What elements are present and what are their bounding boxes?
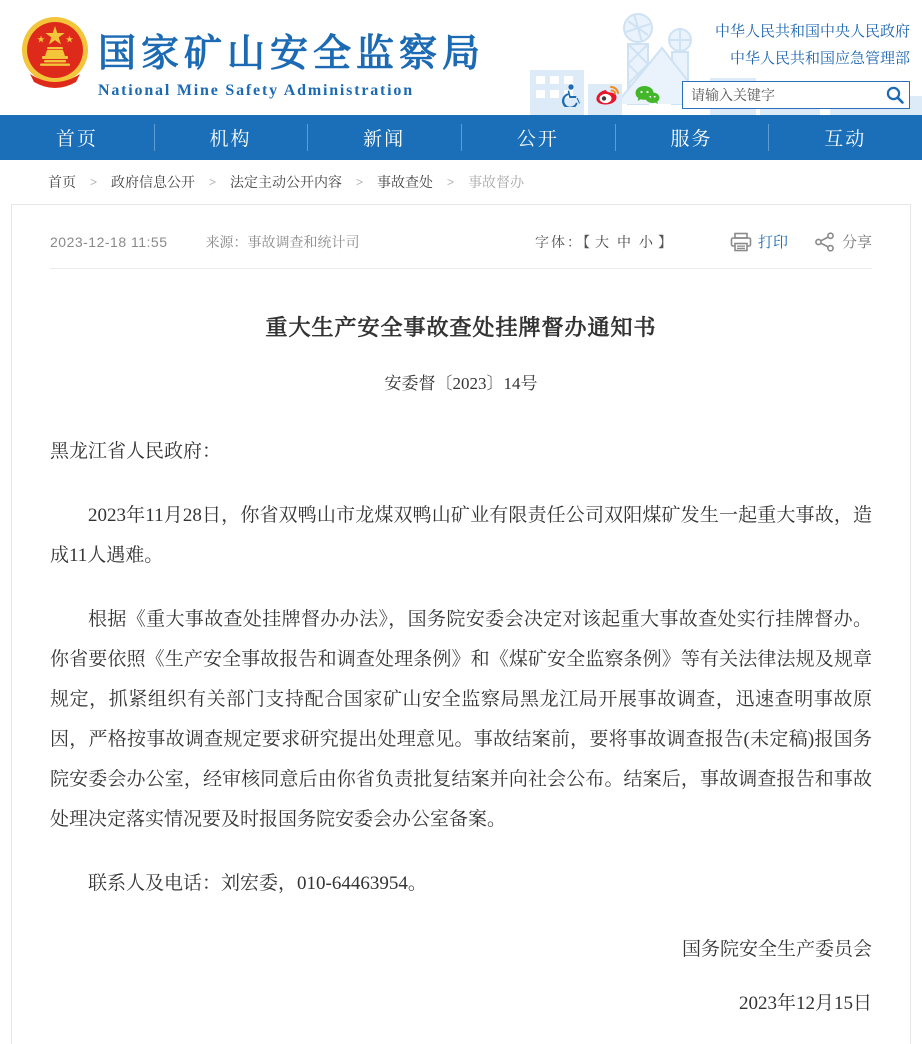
share-icon (814, 232, 836, 252)
search-icon[interactable] (880, 82, 909, 108)
print-label: 打印 (757, 234, 788, 251)
link-central-government[interactable]: 中华人民共和国中央人民政府 (714, 23, 910, 40)
breadcrumb-accident-investigation[interactable]: 事故查处 (377, 174, 434, 190)
document-number: 安委督〔2023〕14号 (384, 374, 538, 393)
wechat-icon[interactable] (634, 83, 661, 107)
signature-authority: 国务院安全生产委员会 (681, 939, 872, 960)
breadcrumb-statutory-disclosure[interactable]: 法定主动公开内容 (230, 174, 343, 190)
nav-item-news[interactable]: 新闻 (307, 115, 461, 160)
header-tools (558, 81, 910, 109)
nav-item-interact[interactable]: 互动 (768, 115, 922, 160)
font-bracket-open: 【 (582, 233, 592, 250)
salutation: 黑龙江省人民政府： (50, 441, 222, 462)
search-input[interactable] (683, 83, 880, 107)
paragraph-accident: 2023年11月28日，你省双鸭山市龙煤双鸭山矿业有限责任公司双阳煤矿发生一起重大事故，造成11人遇难。 (50, 505, 872, 566)
article-meta-row (50, 205, 872, 252)
breadcrumb-separator: > (356, 175, 364, 189)
meta-left (50, 232, 360, 252)
breadcrumb (0, 160, 922, 204)
printer-icon (730, 232, 752, 252)
main-nav (0, 115, 922, 160)
signature-date: 2023年12月15日 (738, 993, 872, 1014)
nav-item-open[interactable]: 公开 (461, 115, 615, 160)
publish-date: 2023-12-18 11:55 (50, 233, 168, 250)
breadcrumb-gov-info[interactable]: 政府信息公开 (111, 174, 196, 190)
article-body (50, 311, 872, 1024)
article-container (11, 204, 911, 1044)
link-emergency-ministry[interactable]: 中华人民共和国应急管理部 (729, 50, 910, 67)
print-button[interactable] (730, 231, 788, 252)
weibo-icon[interactable] (595, 83, 621, 107)
share-button[interactable] (814, 231, 872, 252)
font-size-small-button[interactable]: 小 (638, 233, 655, 250)
nav-item-home[interactable]: 首页 (55, 129, 98, 150)
site-title-cn: 国家矿山安全监察局 (98, 33, 486, 75)
nav-item-service[interactable]: 服务 (615, 115, 769, 160)
meta-divider (50, 268, 872, 269)
document-title: 重大生产安全事故查处挂牌督办通知书 (265, 315, 657, 340)
gov-links (558, 18, 910, 72)
site-logo[interactable] (20, 16, 485, 100)
source-label: 来源：事故调查和统计司 (205, 233, 360, 250)
meta-right (535, 231, 872, 252)
site-header (0, 0, 922, 115)
breadcrumb-home[interactable]: 首页 (48, 174, 76, 190)
national-emblem-icon (20, 16, 90, 88)
breadcrumb-separator: > (209, 175, 217, 189)
font-size-large-button[interactable]: 大 (594, 233, 611, 250)
font-bracket-close: 】 (657, 233, 674, 250)
brand-text (98, 16, 485, 100)
nav-item-org[interactable]: 机构 (154, 115, 308, 160)
share-label: 分享 (841, 234, 872, 251)
paragraph-supervision-requirements: 根据《重大事故查处挂牌督办办法》，国务院安委会决定对该起重大事故查处实行挂牌督办。你省要依照《生产安全事故报告和调查处理条例》和《煤矿安全监察条例》等有关法律法规及规章规定，抓紧组织有关部门支持配合国家矿山安全监察局黑龙江局开展事故调查，迅速查明事故原因，严格按事故调查规定要求研究提出处理意见。事故结案前，要将事故调查报告(未定稿)报国务院安委会办公室，经审核同意后由你省负责批复结案并向社会公布。结案后，事故调查报告和事故处理决定落实情况要及时报国务院安委会办公室备案。 (50, 609, 872, 830)
paragraph-contact: 联系人及电话：刘宏委，010-64463954。 (88, 873, 427, 894)
font-size-control (535, 232, 674, 252)
breadcrumb-separator: > (90, 175, 98, 189)
font-size-medium-button[interactable]: 中 (616, 233, 633, 250)
font-size-label: 字体： (534, 233, 583, 250)
site-title-en: National Mine Safety Administration (98, 82, 414, 99)
breadcrumb-accident-supervision: 事故督办 (468, 174, 525, 190)
breadcrumb-separator: > (447, 175, 455, 189)
search-box (682, 81, 910, 109)
header-right (558, 18, 910, 109)
accessibility-icon[interactable] (558, 83, 582, 107)
